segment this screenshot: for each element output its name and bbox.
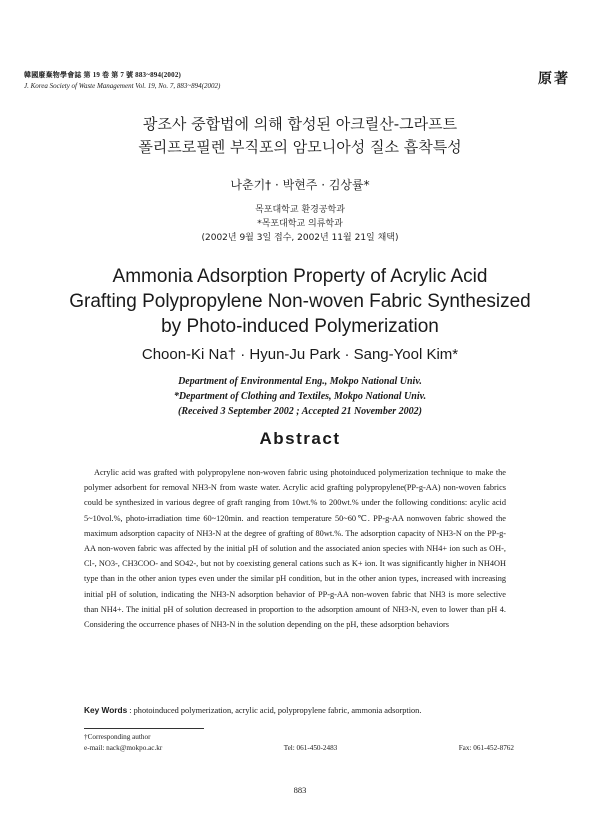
journal-header <box>24 70 220 92</box>
english-title-line3: by Photo-induced Polymerization <box>161 316 439 337</box>
article-type-badge: 原著 <box>538 71 570 87</box>
abstract-paragraph: Acrylic acid was grafted with polypropylene non-woven fabric using photoinduced polymerization technique to make the polymer adsorbent for removal NH3-N from waste water. Acrylic acid grafting polypropylene(PP-g-AA) non-woven fabrics could be synthesized in various degree of graft ranging from 10wt.% to 200wt.% under the following conditions: acylic acid 5~10vol.%, photo-irradiation time 60~120min. and reaction temperature 50~60℃. PP-g-AA nonwoven fabric showed the maximum adsorption capacity of NH3-N at the degree of grafting of 80wt.%. The adsorption capacity of NH3-N on the PP-g-AA non-woven fabric was affected by the initial pH of solution and the associated anion species with NH4+ ion such as OH-, Cl-, NO3-, CH3COO- and SO42-, but not by coexisting general cations such as K+ ion. It was significantly higher in NH4OH type than in the other anion types even under the similar pH condition, but in the other anion types, increased with increasing initial pH of solution, indicating the NH3-N adsorption behavior of PP-g-AA non-woven fabric that NH3 is more selective than NH4+. The initial pH of solution decreased in proportion to the adsorption amount of NH3-N, even to lower than pH 4. Considering the occurrence phases of NH3-N in the solution depending on the pH, these adsorption behaviors <box>84 468 506 630</box>
journal-header-english: J. Korea Society of Waste Management Vol. 19, No. 7, 883~894(2002) <box>24 82 221 90</box>
page-number: 883 <box>293 785 307 795</box>
english-title-line2: Grafting Polypropylene Non-woven Fabric Synthesized <box>69 291 531 312</box>
english-title-line1: Ammonia Adsorption Property of Acrylic Acid <box>112 266 488 287</box>
email: e-mail: nack@mokpo.ac.kr <box>84 744 163 752</box>
korean-affiliation-1: 목포대학교 환경공학과 <box>255 205 345 215</box>
keywords <box>84 705 514 715</box>
english-title <box>0 264 600 339</box>
korean-affiliations <box>0 203 600 245</box>
korean-title <box>0 113 600 159</box>
journal-header-korean: 韓國廢棄物學會誌 第 19 卷 第 7 號 883~894(2002) <box>24 71 182 79</box>
english-authors: Choon-Ki Na† · Hyun-Ju Park · Sang-Yool Kim* <box>141 346 459 363</box>
english-affiliation-1: Department of Environmental Eng., Mokpo National Univ. <box>178 376 422 387</box>
korean-title-line2: 폴리프로필렌 부직포의 암모니아성 질소 흡착특성 <box>138 138 462 156</box>
abstract-heading: Abstract <box>259 429 341 448</box>
keywords-label: Key Words <box>84 705 128 715</box>
english-received-dates: (Received 3 September 2002 ; Accepted 21 November 2002) <box>178 406 422 417</box>
fax: Fax: 061-452-8762 <box>458 744 514 752</box>
korean-received-dates: (2002년 9월 3일 접수, 2002년 11월 21일 채택) <box>201 233 399 243</box>
korean-affiliation-2: *목포대학교 의류학과 <box>257 219 343 229</box>
footnote <box>84 732 514 754</box>
korean-title-line1: 광조사 중합법에 의해 합성된 아크릴산-그라프트 <box>142 115 458 133</box>
english-affiliation-2: *Department of Clothing and Textiles, Mokpo National Univ. <box>173 391 427 402</box>
abstract-body <box>84 465 506 632</box>
footnote-divider <box>84 728 204 729</box>
corresponding-author-note: †Corresponding author <box>84 733 151 741</box>
contact-row <box>84 743 514 754</box>
korean-authors: 나춘기† · 박현주 · 김상률* <box>230 178 370 192</box>
keywords-text: : photoinduced polymerization, acrylic acid, polypropylene fabric, ammonia adsorption. <box>127 706 422 715</box>
english-affiliations <box>0 374 600 419</box>
telephone: Tel: 061-450-2483 <box>283 744 338 752</box>
